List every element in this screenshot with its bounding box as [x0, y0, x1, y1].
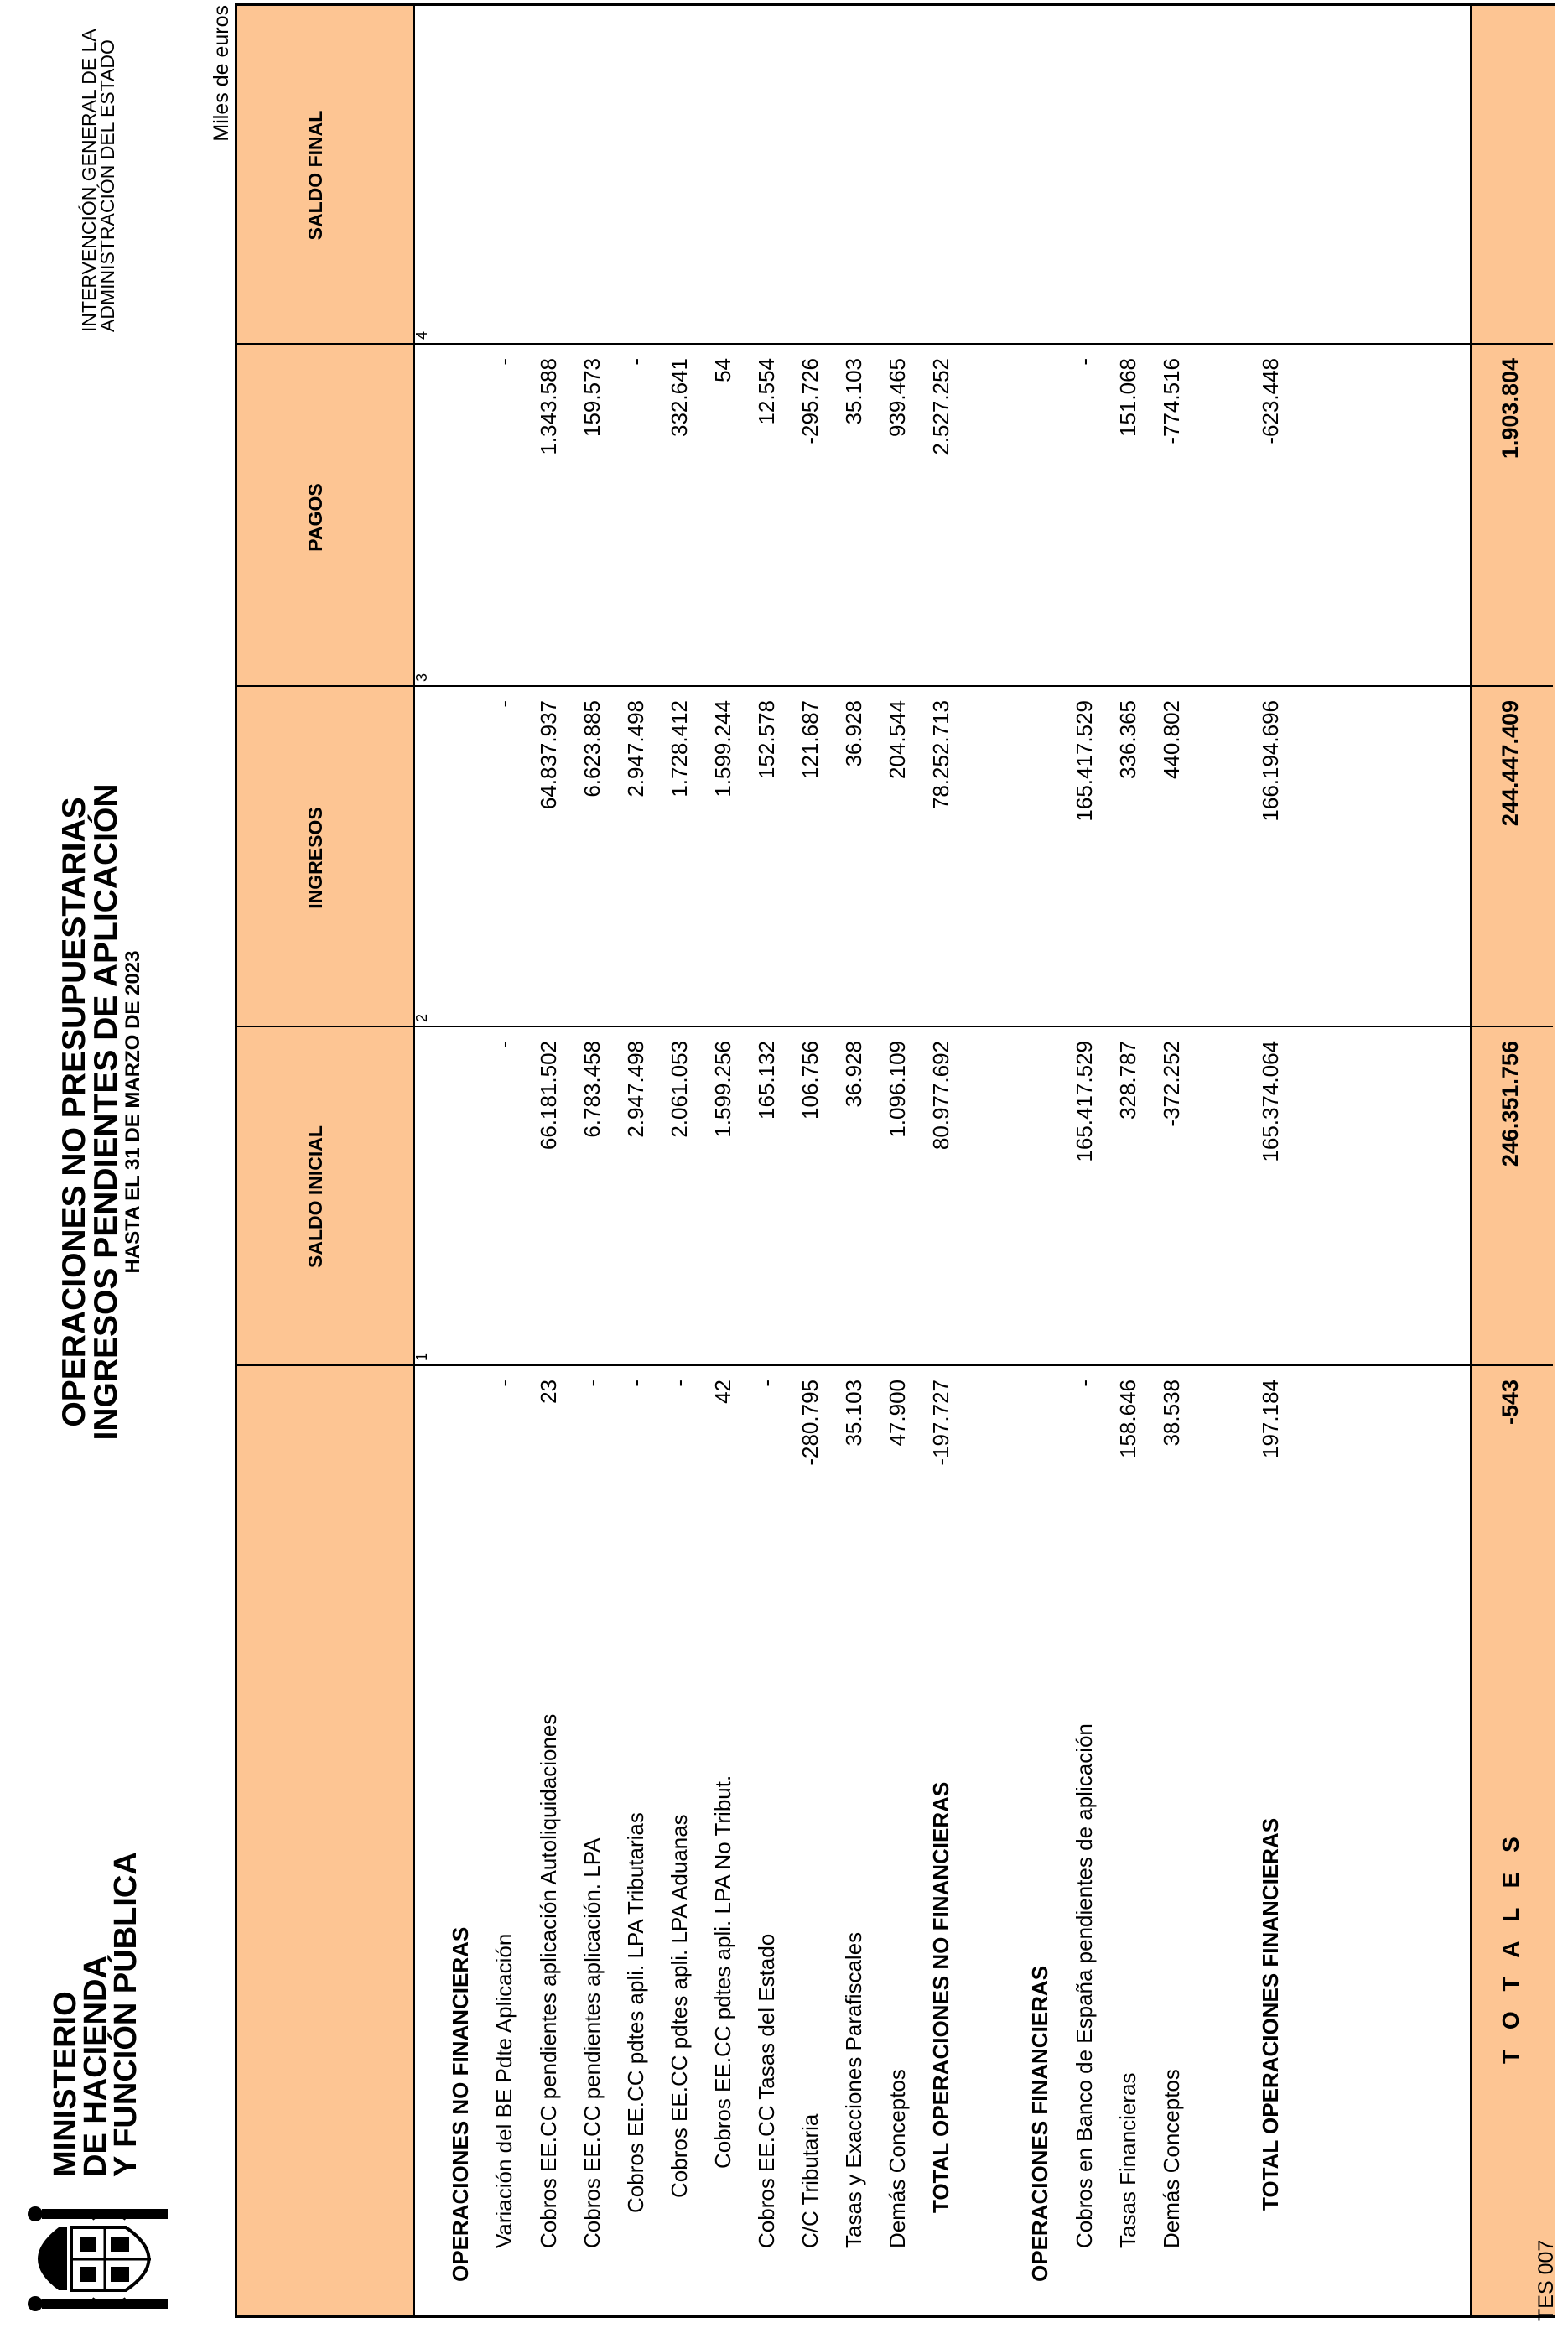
row-value: 159.573: [579, 358, 605, 437]
row-value: 332.641: [667, 358, 692, 437]
column-number: 4: [413, 330, 430, 340]
row-value: 6.783.458: [579, 1041, 605, 1138]
row-label: TOTAL OPERACIONES NO FINANCIERAS: [928, 1781, 953, 2213]
row-value: 35.103: [841, 358, 866, 425]
column-header-ingresos: INGRESOS: [304, 807, 326, 909]
report-code: TES 007: [1534, 2239, 1558, 2321]
column-number: 3: [413, 673, 430, 682]
row-value: 38.538: [1159, 1380, 1184, 1447]
row-label: Cobros EE.CC pdtes apli. LPA Tributarias: [623, 1812, 648, 2213]
row-value: 1.096.109: [885, 1041, 910, 1138]
column-header-saldo-final: SALDO FINAL: [304, 110, 326, 241]
row-label: TOTAL OPERACIONES FINANCIERAS: [1258, 1817, 1283, 2211]
totals-label: T O T A L E S: [1498, 1830, 1524, 2064]
column-number: 2: [413, 1013, 430, 1022]
row-value: -: [491, 1380, 517, 1387]
agency-name: [80, 29, 117, 332]
row-value: 166.194.696: [1258, 700, 1283, 822]
total-pagos: 244.447.409: [1498, 700, 1523, 827]
ministry-line: Y FUNCIÓN PÚBLICA: [108, 1852, 143, 2177]
row-value: 12.554: [754, 358, 779, 425]
data-table: [235, 3, 1555, 2318]
row-label: Cobros en Banco de España pendientes de aplicación: [1072, 1723, 1097, 2248]
row-value: -: [1072, 358, 1097, 366]
total-saldo-inicial: -543: [1498, 1380, 1523, 1426]
row-value: 121.687: [797, 700, 823, 779]
row-value: -: [491, 358, 517, 366]
column-divider: [237, 1364, 1553, 1366]
row-value: 106.756: [797, 1041, 823, 1120]
row-value: 1.599.244: [710, 700, 735, 798]
row-value: 2.947.498: [623, 1041, 648, 1138]
row-value: 35.103: [841, 1380, 866, 1447]
header-divider: [413, 6, 415, 2315]
row-value: 64.837.937: [536, 700, 561, 810]
row-value: 6.623.885: [579, 700, 605, 798]
row-value: -: [623, 358, 648, 366]
row-value: -: [1072, 1380, 1097, 1387]
row-label: C/C Tributaria: [797, 2113, 823, 2248]
row-value: -280.795: [797, 1380, 823, 1466]
row-value: -774.516: [1159, 358, 1184, 444]
row-value: 165.417.529: [1072, 700, 1097, 822]
row-value: 1.343.588: [536, 358, 561, 455]
row-value: 36.928: [841, 1041, 866, 1108]
column-divider: [237, 343, 1553, 345]
ministry-name: [50, 1852, 141, 2177]
row-value: 47.900: [885, 1380, 910, 1447]
row-value: -: [579, 1380, 605, 1387]
ministry-line: DE HACIENDA: [78, 1956, 113, 2177]
row-label: Cobros EE.CC Tasas del Estado: [754, 1933, 779, 2248]
row-value: 197.184: [1258, 1380, 1283, 1458]
agency-line: ADMINISTRACIÓN DEL ESTADO: [96, 39, 118, 332]
row-value: -295.726: [797, 358, 823, 444]
title-line-1: OPERACIONES NO PRESUPUESTARIAS: [56, 797, 92, 1427]
row-value: 2.061.053: [667, 1041, 692, 1138]
row-value: -197.727: [928, 1380, 953, 1466]
coat-of-arms-icon: [8, 2202, 173, 2315]
column-divider: [237, 1026, 1553, 1027]
row-label: Tasas y Exacciones Parafiscales: [841, 1931, 866, 2248]
column-header-pagos: PAGOS: [304, 483, 326, 552]
row-value: -: [623, 1380, 648, 1387]
row-value: 939.465: [885, 358, 910, 437]
row-value: 23: [536, 1380, 561, 1404]
row-value: 152.578: [754, 700, 779, 779]
column-divider: [237, 685, 1553, 687]
row-value: -: [491, 1041, 517, 1048]
row-value: 66.181.502: [536, 1041, 561, 1151]
row-value: -: [667, 1380, 692, 1387]
row-value: 1.728.412: [667, 700, 692, 798]
row-value: -: [491, 700, 517, 708]
total-ingresos: 246.351.756: [1498, 1041, 1523, 1167]
row-value: 2.527.252: [928, 358, 953, 455]
row-value: 78.252.713: [928, 700, 953, 810]
units-label: Miles de euros: [210, 5, 233, 142]
row-value: 336.365: [1115, 700, 1140, 779]
row-value: -623.448: [1258, 358, 1283, 444]
row-value: 1.599.256: [710, 1041, 735, 1138]
column-number: 1: [413, 1352, 430, 1361]
row-label: Cobros EE.CC pdtes apli. LPA No Tribut.: [710, 1775, 735, 2169]
total-saldo-final: 1.903.804: [1498, 358, 1523, 460]
row-value: 158.646: [1115, 1380, 1140, 1458]
report-title: [56, 777, 144, 1447]
row-label: Variación del BE Pdte Aplicación: [491, 1933, 517, 2248]
row-value: 165.374.064: [1258, 1041, 1283, 1162]
row-value: 36.928: [841, 700, 866, 767]
row-value: 440.802: [1159, 700, 1184, 779]
row-label: Demás Conceptos: [885, 2069, 910, 2248]
row-value: 151.068: [1115, 358, 1140, 437]
row-value: 54: [710, 358, 735, 382]
row-value: 204.544: [885, 700, 910, 779]
row-value: -: [754, 1380, 779, 1387]
totals-divider: [1470, 6, 1472, 2315]
row-value: 165.132: [754, 1041, 779, 1120]
title-line-2: INGRESOS PENDIENTES DE APLICACIÓN: [88, 783, 124, 1441]
row-value: 80.977.692: [928, 1041, 953, 1151]
title-date: HASTA EL 31 DE MARZO DE 2023: [122, 950, 144, 1274]
agency-line: INTERVENCIÓN GENERAL DE LA: [78, 29, 100, 332]
row-label: Cobros EE.CC pendientes aplicación Autoliquidaciones: [536, 1713, 561, 2248]
column-header-saldo-inicial: SALDO INICIAL: [304, 1125, 326, 1268]
row-label: Cobros EE.CC pdtes apli. LPA Aduanas: [667, 1814, 692, 2198]
row-label: Cobros EE.CC pendientes aplicación. LPA: [579, 1837, 605, 2248]
row-value: 328.787: [1115, 1041, 1140, 1120]
ministry-line: MINISTERIO: [48, 1991, 83, 2177]
row-value: 42: [710, 1380, 735, 1404]
row-value: 2.947.498: [623, 700, 648, 798]
row-label: OPERACIONES FINANCIERAS: [1027, 1965, 1052, 2282]
row-value: -372.252: [1159, 1041, 1184, 1127]
row-value: 165.417.529: [1072, 1041, 1097, 1162]
row-label: OPERACIONES NO FINANCIERAS: [448, 1926, 473, 2282]
row-label: Tasas Financieras: [1115, 2072, 1140, 2248]
row-label: Demás Conceptos: [1159, 2069, 1184, 2248]
